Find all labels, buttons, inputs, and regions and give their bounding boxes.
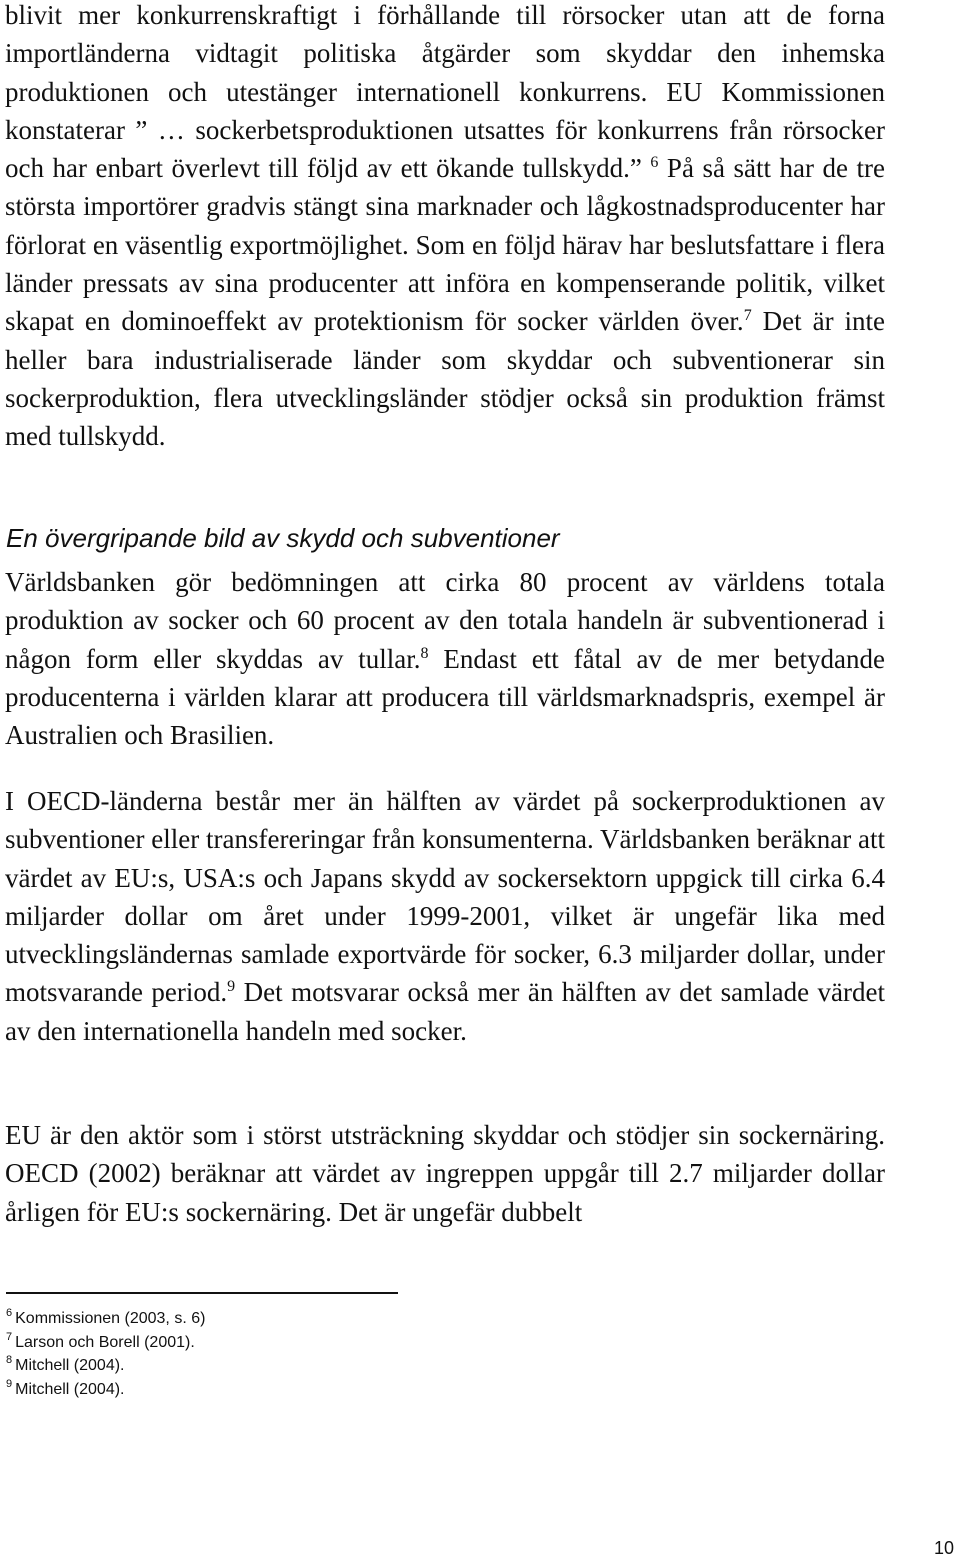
footnote	[6, 1331, 205, 1355]
text-run: Det är inte heller bara industrialiserade länder som skyddar och subventionerar sin sockerproduktion, flera utvecklingsländer stödjer också sin produktion främst med tullskydd.	[5, 306, 885, 452]
footnote-text: Mitchell (2004).	[15, 1380, 125, 1398]
footnote-number: 9	[6, 1377, 13, 1390]
footnote-text: Mitchell (2004).	[15, 1357, 125, 1374]
footnote-reference: 6	[650, 154, 659, 172]
footnote-separator	[6, 1292, 398, 1294]
footnote-number: 7	[6, 1330, 13, 1343]
footnote-reference: 7	[743, 307, 752, 325]
footnote-list	[6, 1307, 205, 1401]
body-paragraph-4	[5, 1116, 885, 1231]
page-number: 10	[933, 1538, 954, 1558]
text-run: På så sätt har de tre största importörer gradvis stängt sina marknader och lågkostnadsproducenter har förlorat en väsentlig exportmöjlighet. Som en följd härav har beslutsfattare i flera länder pressats av sina producenter att införa en kompenserande politik, vilket skapat en dominoeffekt av protektionism för socker världen över.	[5, 153, 885, 337]
text-run: Världsbanken gör bedömningen att cirka 80 procent av världens totala produktion av socker och 60 procent av den totala handeln är subventionerad i någon form eller skyddas av tullar.	[5, 567, 885, 674]
footnote	[6, 1378, 205, 1402]
body-paragraph-1	[5, 0, 885, 456]
footnote-text: Kommissionen (2003, s. 6)	[15, 1310, 206, 1327]
footnote-text: Larson och Borell (2001).	[15, 1333, 195, 1351]
footnote-number: 8	[6, 1354, 13, 1366]
text-run: blivit mer konkurrenskraftigt i förhållande till rörsocker utan att de forna importländerna vidtagit politiska åtgärder som skyddar den inhemska produktionen och utestänger internationell konkurrens. EU Kommissionen konstaterar ” … sockerbetsproduktionen utsattes för konkurrens från rörsocker och har enbart överlevt till följd av ett ökande tullskydd.”	[5, 0, 885, 184]
text-run: Endast ett fåtal av de mer betydande producenterna i världen klarar att producera till världsmarknadspris, exempel är Australien och Brasilien.	[5, 643, 885, 751]
footnote-reference: 8	[420, 644, 429, 662]
footnote	[6, 1307, 205, 1331]
footnote-number: 6	[6, 1307, 13, 1319]
body-paragraph-2	[5, 563, 885, 754]
text-run: EU är den aktör som i störst utsträckning skyddar och stödjer sin sockernäring. OECD (2002) beräknar att värdet av ingreppen uppgår till 2.7 miljarder dollar årligen för EU:s sockernäring. Det är ungefär dubbelt	[5, 1120, 885, 1227]
text-run: Det motsvarar också mer än hälften av det samlade värdet av den internationella handeln med socker.	[5, 977, 886, 1046]
text-run: I OECD-länderna består mer än hälften av värdet på sockerproduktionen av subventioner eller transfereringar från konsumenterna. Världsbanken beräknar att värdet av EU:s, USA:s och Japans skydd av sockersektorn uppgick till cirka 6.4 miljarder dollar om året under 1999-2001, vilket är ungefär lika med utvecklingsländernas samlade exportvärde för socker, 6.3 miljarder dollar, under motsvarande period.	[5, 786, 885, 1008]
section-heading: En övergripande bild av skydd och subventioner	[6, 523, 560, 553]
footnote-reference: 9	[227, 978, 236, 996]
footnote	[6, 1354, 205, 1378]
body-paragraph-3	[5, 782, 885, 1050]
